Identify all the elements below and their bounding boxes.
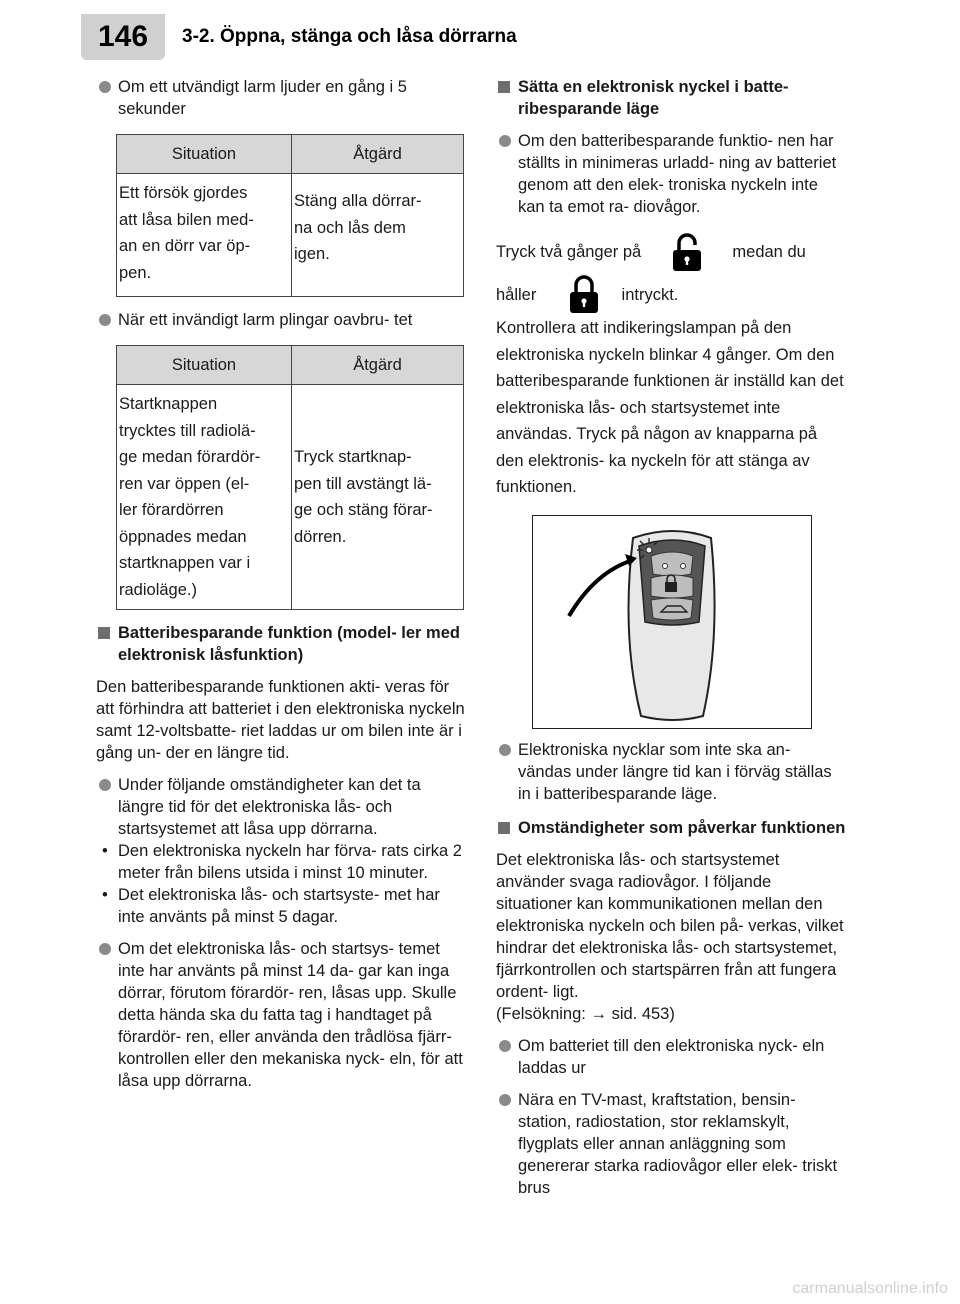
cell-line: ge medan förardör- <box>119 448 261 466</box>
footer-watermark: carmanualsonline.info <box>792 1280 948 1297</box>
right-column <box>496 70 848 1199</box>
bullet-unlock-delay: Under följande omständigheter kan det ta längre tid för det elektroniska lås- och startsystemet att låsa upp dörrarna. <box>96 774 468 840</box>
instruction-text: håller <box>496 285 537 304</box>
table-cell-situation <box>117 174 292 297</box>
troubleshooting-reference <box>496 1003 848 1025</box>
instruction-text: intryckt. <box>621 285 679 304</box>
bullet-external-alarm: Om ett utvändigt larm ljuder en gång i 5 sekunder <box>96 76 468 120</box>
cell-line: igen. <box>294 245 330 263</box>
cell-line: Startknappen <box>119 395 218 413</box>
instruction-hold <box>496 275 848 316</box>
bullet-strong-radio-sources: Nära en TV-mast, kraftstation, bensin- station, radiostation, stor reklamskylt, flygplats eller annan anläggning som genererar starka radiovågor eller elek- triskt brus <box>496 1089 848 1199</box>
table-cell-action <box>292 174 464 297</box>
heading-circumstances: Omständigheter som påverkar funktionen <box>496 817 848 839</box>
page-number: 146 <box>81 14 165 60</box>
cell-line: öppnades medan <box>119 527 247 546</box>
table-header-situation: Situation <box>117 346 292 385</box>
cell-line: ler förardörren <box>119 501 224 519</box>
instruction-text: medan du <box>732 243 806 261</box>
cell-line: startknappen var i <box>119 554 251 572</box>
arrow-right-icon: → <box>590 1004 607 1023</box>
paragraph-indicator: Kontrollera att indikeringslampan på den elektroniska nyckeln blinkar 4 gånger. Om den batteribesparande funktionen är inställd kan det elektroniska lås- och startsystemet inte användas. Tryck på någon av knapparna på den elektronis- ka nyckeln för att stänga av funktionen. <box>496 319 844 497</box>
cell-line: radioläge.) <box>119 580 197 599</box>
bullet-key-battery-drained: Om batteriet till den elektroniska nyck- eln laddas ur <box>496 1035 848 1079</box>
bullet-internal-alarm: När ett invändigt larm plingar oavbru- tet <box>96 309 468 331</box>
cell-line: an en dörr var öp- <box>119 237 251 255</box>
list-item: • Det elektroniska lås- och startsyste- met har inte använts på minst 5 dagar. <box>96 884 468 928</box>
list-item: • Den elektroniska nyckeln har förva- rats cirka 2 meter från bilens utsida i minst 10 minuter. <box>96 840 468 884</box>
cell-line: pen till avstängt lä- <box>294 474 432 493</box>
cell-line: pen. <box>119 263 152 282</box>
bullet-14-days: Om det elektroniska lås- och startsys- temet inte har använts på minst 14 da- gar kan inga dörrar, förutom förardör- ren, låsas upp. Skulle detta hända ska du fatta tag i handtaget på förardör- ren, eller använda den trådlösa fjärr- kontrollen eller den mekaniska nyck- eln, för att låsa upp dörrarna. <box>96 938 468 1092</box>
reference-label: (Felsökning: <box>496 1004 586 1023</box>
cell-line: trycktes till radiolä- <box>119 421 256 440</box>
table-header-situation: Situation <box>117 135 292 174</box>
cell-line: ge och stäng förar- <box>294 501 433 519</box>
cell-line: Stäng alla dörrar- <box>294 192 422 210</box>
heading-battery-saving: Batteribesparande funktion (model- ler med elektronisk låsfunktion) <box>96 622 468 666</box>
paragraph-battery-saving: Den batteribesparande funktionen akti- veras för att förhindra att batteriet i den elektroniska nyckeln samt 12-voltsbatte- riet laddas ur om bilen inte är i gång un- der en längre tid. <box>96 678 465 762</box>
left-column <box>96 70 468 1092</box>
cell-line: Ett försök gjordes <box>119 184 248 202</box>
cell-line: ren var öppen (el- <box>119 474 250 493</box>
unlock-icon <box>664 233 710 273</box>
instruction-press-twice <box>496 232 848 273</box>
instruction-text: Tryck två gånger på <box>496 243 642 261</box>
cell-line: dörren. <box>294 527 347 546</box>
page-header <box>0 0 960 70</box>
section-title: 3-2. Öppna, stänga och låsa dörrarna <box>182 26 517 47</box>
table-internal-alarm <box>116 345 464 610</box>
table-header-action: Åtgärd <box>292 346 464 385</box>
table-header-action: Åtgärd <box>292 135 464 174</box>
heading-set-battery-mode: Sätta en elektronisk nyckel i batte- ribesparande läge <box>496 76 848 120</box>
cell-line: att låsa bilen med- <box>119 210 254 229</box>
reference-page-link[interactable]: sid. 453) <box>611 1004 675 1023</box>
paragraph-radio-waves: Det elektroniska lås- och startsystemet använder svaga radiovågor. I följande situationer kan kommunikationen mellan den elektroniska nyckeln och bilen på- verkas, vilket hindrar det elektroniska lås- och startsystemet, fjärrkontrollen och startspärren från att fungera ordent- ligt. <box>496 850 844 1001</box>
cell-line: na och lås dem <box>294 218 406 237</box>
key-fob-illustration <box>532 515 812 729</box>
condition-list <box>96 840 468 928</box>
table-cell-situation <box>117 385 292 610</box>
table-cell-action <box>292 385 464 610</box>
cell-line: Tryck startknap- <box>294 448 412 466</box>
table-external-alarm <box>116 134 464 297</box>
bullet-battery-mode-info: Om den batteribesparande funktio- nen har ställts in minimeras urladd- ning av batteriet genom att den elek- troniska nyckeln inte kan ta emot ra- diovågor. <box>496 130 848 218</box>
lock-icon <box>561 275 607 315</box>
bullet-preset-battery-mode: Elektroniska nycklar som inte ska an- vändas under längre tid kan i förväg ställas in i batteribesparande läge. <box>496 739 848 805</box>
